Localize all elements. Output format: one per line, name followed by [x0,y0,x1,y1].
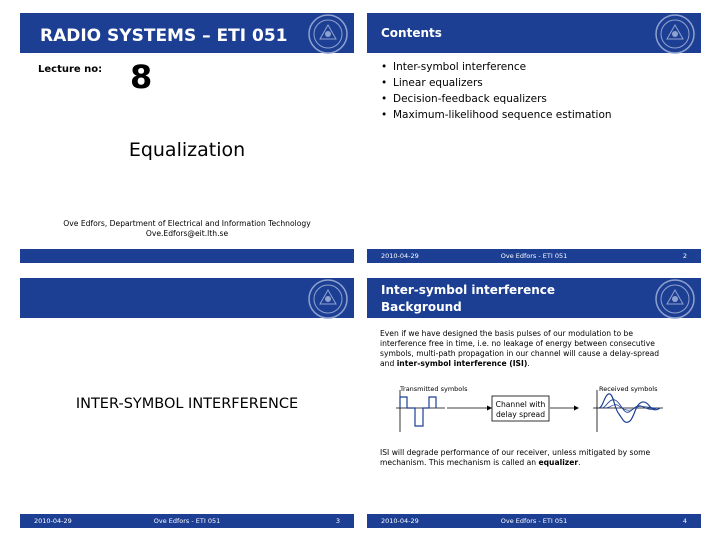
course-title: RADIO SYSTEMS – ETI 051 [40,26,288,45]
footer-bar [367,514,701,528]
text-run: and [380,359,397,368]
arrow-out-head [574,406,579,411]
paragraph-line: ISI will degrade performance of our receiver, unless mitigated by some [380,448,651,457]
tx-label: Transmitted symbols [400,385,468,393]
lecture-topic: Equalization [128,139,246,161]
contents-list [381,59,612,123]
slide-title: Contents [381,26,442,40]
footer-page-number: 4 [682,517,687,525]
slide-1-title [20,13,354,263]
footer-author: Ove Edfors - ETI 051 [153,517,221,525]
list-item: • Inter-symbol interference [381,59,612,75]
channel-label [492,400,549,420]
text-run: mechanism. This mechanism is called an [380,458,539,467]
transmitted-pulses [400,397,436,426]
footer-page-number: 3 [335,517,340,525]
slide-3-section [20,278,354,528]
footer-date: 2010-04-29 [381,252,419,260]
slide-2-contents [367,13,701,263]
footer-bar [20,514,354,528]
footer-bar [367,249,701,263]
slide-title [381,282,555,316]
slide-title-line-2: Background [381,300,462,314]
list-item: • Decision-feedback equalizers [381,91,612,107]
title-bar [20,278,354,318]
received-waveform-3 [605,405,655,411]
isi-term: inter-symbol interference (ISI) [396,359,528,368]
slide-4-isi-background [367,278,701,528]
university-seal-icon [654,278,696,320]
university-seal-icon [307,278,349,320]
footer-date: 2010-04-29 [34,517,72,525]
channel-label-line-1: Channel with [495,400,546,409]
section-heading: INTER-SYMBOL INTERFERENCE [75,396,299,412]
footer-date: 2010-04-29 [381,517,419,525]
paragraph-line [380,458,680,468]
footer-page-number: 2 [682,252,687,260]
received-waveform-2 [602,400,657,413]
text-run: . [578,458,581,467]
author-line: Ove Edfors, Department of Electrical and Information Technology [63,219,311,228]
isi-mitigation-paragraph [380,448,680,468]
rx-label: Received symbols [599,385,658,393]
footer-bar [20,249,354,263]
university-seal-icon [654,13,696,55]
slide-title-line-1: Inter-symbol interference [381,283,556,297]
channel-label-line-2: delay spread [495,410,546,419]
background-paragraph [380,329,680,369]
isi-diagram [367,384,701,444]
footer-author: Ove Edfors - ETI 051 [500,517,568,525]
paragraph-line: interference free in time, i.e. no leakage of energy between consecutive [380,339,655,348]
lecture-number: 8 [130,58,153,96]
equalizer-term: equalizer [538,458,579,467]
paragraph-line: symbols, multi-path propagation in our channel will cause a delay-spread [380,349,660,358]
author-email: Ove.Edfors@eit.lth.se [145,229,229,238]
text-run: . [527,359,530,368]
lecture-label: Lecture no: [38,64,103,75]
paragraph-line [380,359,680,369]
list-item: • Linear equalizers [381,75,612,91]
university-seal-icon [307,13,349,55]
footer-author: Ove Edfors - ETI 051 [500,252,568,260]
paragraph-line: Even if we have designed the basis pulses of our modulation to be [380,329,634,338]
list-item: • Maximum-likelihood sequence estimation [381,107,612,123]
